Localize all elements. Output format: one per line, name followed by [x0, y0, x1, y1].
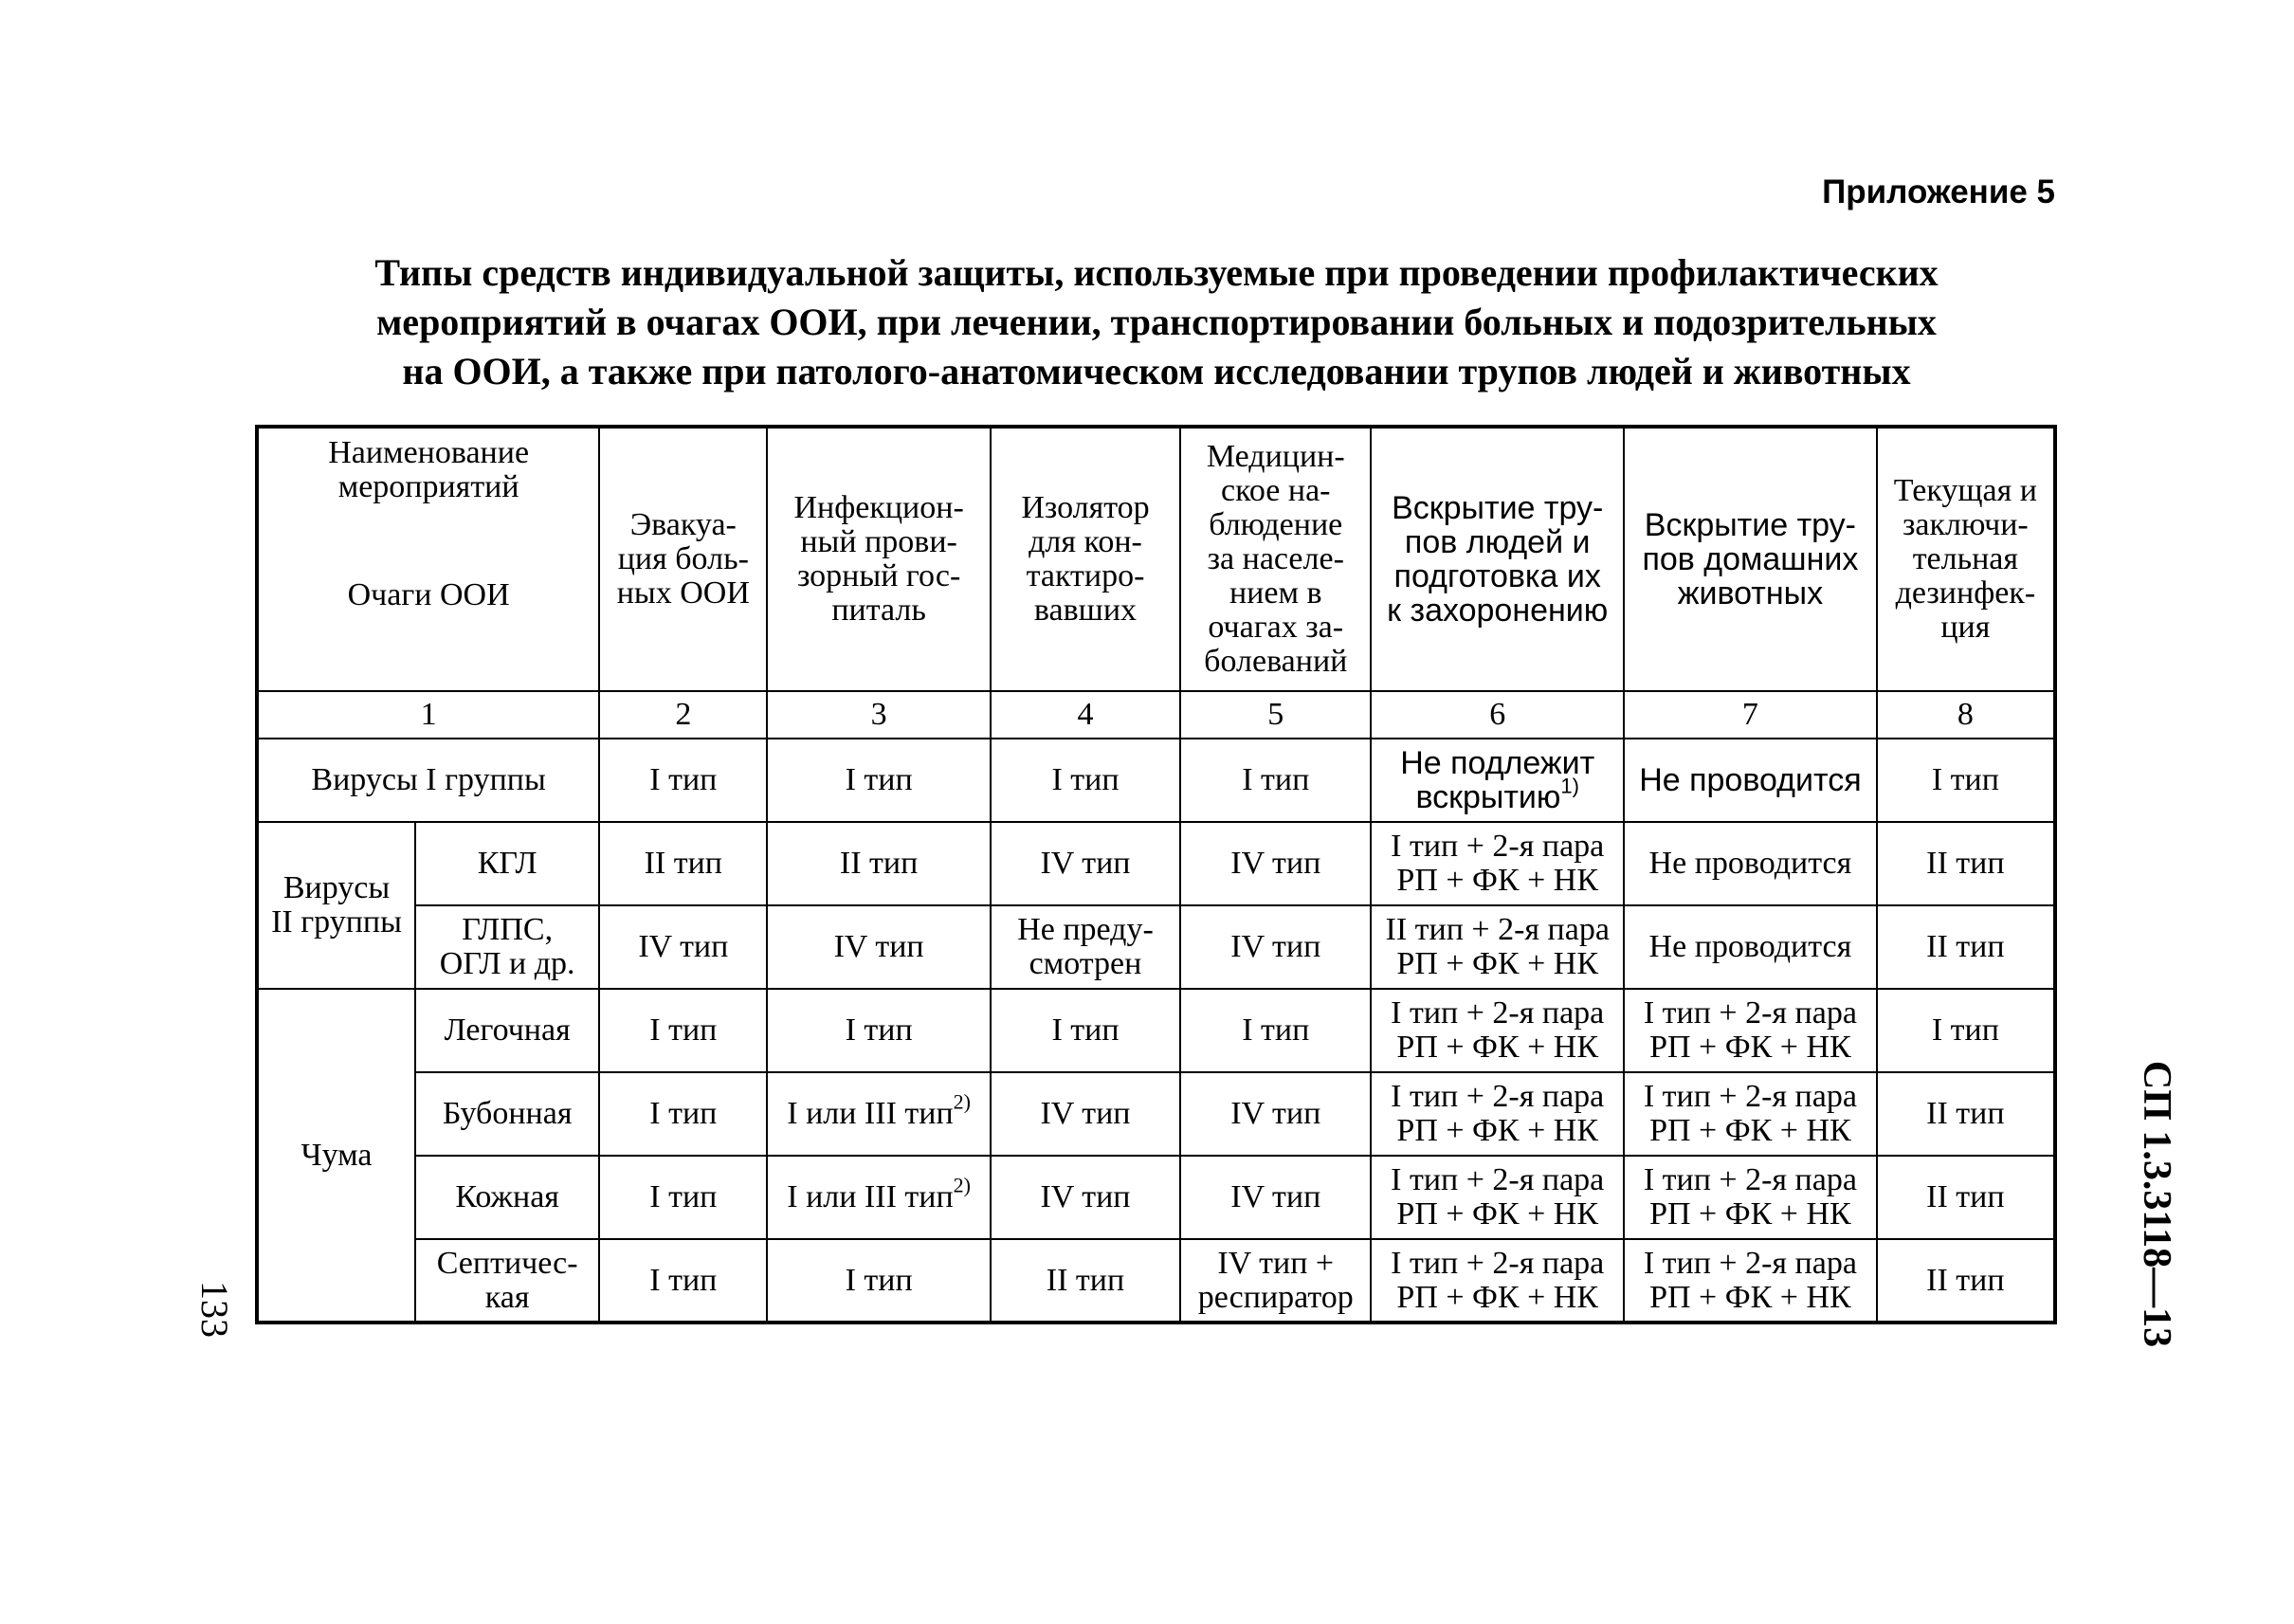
column-number: 6 — [1371, 691, 1624, 739]
corner-header-cell — [257, 427, 599, 691]
header-isolator: Изолятор для кон- тактиро- вавших — [991, 427, 1180, 691]
table-cell: I тип + 2-я пара РП + ФК + НК — [1371, 822, 1624, 905]
header-hospital: Инфекцион- ный прови- зорный гос- питаль — [767, 427, 990, 691]
table-cell: I тип — [991, 989, 1180, 1072]
table-cell: IV тип — [599, 905, 767, 989]
table-cell — [1371, 739, 1624, 822]
table-cell: I тип + 2-я пара РП + ФК + НК — [1371, 1072, 1624, 1156]
table-cell: I тип — [599, 989, 767, 1072]
table-cell: I тип — [991, 739, 1180, 822]
column-number: 4 — [991, 691, 1180, 739]
table-cell: I тип + 2-я пара РП + ФК + НК — [1371, 989, 1624, 1072]
table-cell: I тип — [767, 989, 990, 1072]
table-cell: II тип — [1877, 1072, 2055, 1156]
title-line: Типы средств индивидуальной защиты, используемые при проведении профилактических — [374, 251, 1939, 294]
row-label-cutaneous: Кожная — [415, 1156, 599, 1239]
table-cell: II тип — [991, 1239, 1180, 1323]
table-cell: I тип + 2-я пара РП + ФК + НК — [1371, 1156, 1624, 1239]
table-cell: I тип — [1180, 739, 1371, 822]
footnote-mark: 1) — [1560, 774, 1579, 798]
table-cell: II тип — [1877, 822, 2055, 905]
header-evacuation: Эвакуа- ция боль- ных ООИ — [599, 427, 767, 691]
table-row — [257, 822, 2055, 905]
table-cell: IV тип — [1180, 822, 1371, 905]
table-row — [257, 1239, 2055, 1323]
document-code: СП 1.3.3118—13 — [2135, 1060, 2178, 1348]
table-row — [257, 1156, 2055, 1239]
table-row — [257, 739, 2055, 822]
title-line: на ООИ, а также при патолого-анатомическом исследовании трупов людей и животных — [402, 350, 1911, 392]
table-cell: I тип + 2-я пара РП + ФК + НК — [1624, 1072, 1877, 1156]
table-cell: IV тип — [991, 822, 1180, 905]
column-number: 5 — [1180, 691, 1371, 739]
table-cell: II тип — [599, 822, 767, 905]
ppe-table — [255, 425, 2057, 1324]
table-cell: II тип — [1877, 1156, 2055, 1239]
table-cell: IV тип — [991, 1072, 1180, 1156]
header-autopsy-people: Вскрытие тру- пов людей и подготовка их к захоронению — [1371, 427, 1624, 691]
group-label-viruses-2: Вирусы II группы — [257, 822, 415, 989]
table-cell: I тип — [1877, 739, 2055, 822]
document-title — [228, 248, 2085, 396]
row-label-septic: Септичес- кая — [415, 1239, 599, 1323]
table-cell: I тип + 2-я пара РП + ФК + НК — [1624, 1156, 1877, 1239]
row-label-viruses-1: Вирусы I группы — [257, 739, 599, 822]
table-cell — [767, 1156, 990, 1239]
corner-bottom-label: Очаги ООИ — [347, 577, 510, 612]
table-cell: I тип + 2-я пара РП + ФК + НК — [1624, 1239, 1877, 1323]
corner-top-label: Наименование мероприятий — [328, 435, 530, 504]
footnote-mark: 2) — [953, 1089, 971, 1114]
table-cell: II тип + 2-я пара РП + ФК + НК — [1371, 905, 1624, 989]
column-number-row — [257, 691, 2055, 739]
table-cell: IV тип — [1180, 1156, 1371, 1239]
footnote-mark: 2) — [953, 1173, 971, 1197]
header-disinfection: Текущая и заключи- тельная дезинфек- ция — [1877, 427, 2055, 691]
row-label-kgl: КГЛ — [415, 822, 599, 905]
table-cell — [767, 1072, 990, 1156]
table-cell: Не проводится — [1624, 739, 1877, 822]
table-cell: IV тип — [991, 1156, 1180, 1239]
table-cell: Не проводится — [1624, 905, 1877, 989]
table-row — [257, 1072, 2055, 1156]
column-number: 7 — [1624, 691, 1877, 739]
cell-text: I или III тип — [787, 1096, 954, 1131]
group-label-plague: Чума — [257, 989, 415, 1323]
table-cell: I тип + 2-я пара РП + ФК + НК — [1371, 1239, 1624, 1323]
header-row — [257, 427, 2055, 691]
table-cell: Не проводится — [1624, 822, 1877, 905]
row-label-pulmonary: Легочная — [415, 989, 599, 1072]
cell-text: Не подлежит вскрытию — [1400, 745, 1595, 815]
header-autopsy-animals: Вскрытие тру- пов домашних животных — [1624, 427, 1877, 691]
column-number: 3 — [767, 691, 990, 739]
table-cell: IV тип — [767, 905, 990, 989]
table-cell: I тип + 2-я пара РП + ФК + НК — [1624, 989, 1877, 1072]
appendix-label: Приложение 5 — [1822, 173, 2055, 210]
table-cell: II тип — [767, 822, 990, 905]
row-label-glps: ГЛПС, ОГЛ и др. — [415, 905, 599, 989]
table-cell: II тип — [1877, 905, 2055, 989]
table-row — [257, 905, 2055, 989]
header-observation: Медицин- ское на- блюдение за населе- нием в очагах за- болеваний — [1180, 427, 1371, 691]
page-number: 133 — [193, 1281, 236, 1338]
cell-text: I или III тип — [787, 1179, 954, 1214]
table-cell: I тип — [599, 1072, 767, 1156]
column-number: 8 — [1877, 691, 2055, 739]
title-line: мероприятий в очагах ООИ, при лечении, транспортировании больных и подозрительных — [376, 301, 1937, 343]
row-label-bubonic: Бубонная — [415, 1072, 599, 1156]
table-row — [257, 989, 2055, 1072]
table-cell: I тип — [1877, 989, 2055, 1072]
table-cell: I тип — [599, 739, 767, 822]
table-cell: I тип — [599, 1156, 767, 1239]
column-number: 1 — [257, 691, 599, 739]
table-cell: IV тип — [1180, 1072, 1371, 1156]
table-cell: I тип — [767, 739, 990, 822]
table-cell: IV тип — [1180, 905, 1371, 989]
table-cell: I тип — [1180, 989, 1371, 1072]
table-cell: I тип — [599, 1239, 767, 1323]
table-cell: Не преду- смотрен — [991, 905, 1180, 989]
table-cell: I тип — [767, 1239, 990, 1323]
table-cell: IV тип + респиратор — [1180, 1239, 1371, 1323]
column-number: 2 — [599, 691, 767, 739]
table-cell: II тип — [1877, 1239, 2055, 1323]
